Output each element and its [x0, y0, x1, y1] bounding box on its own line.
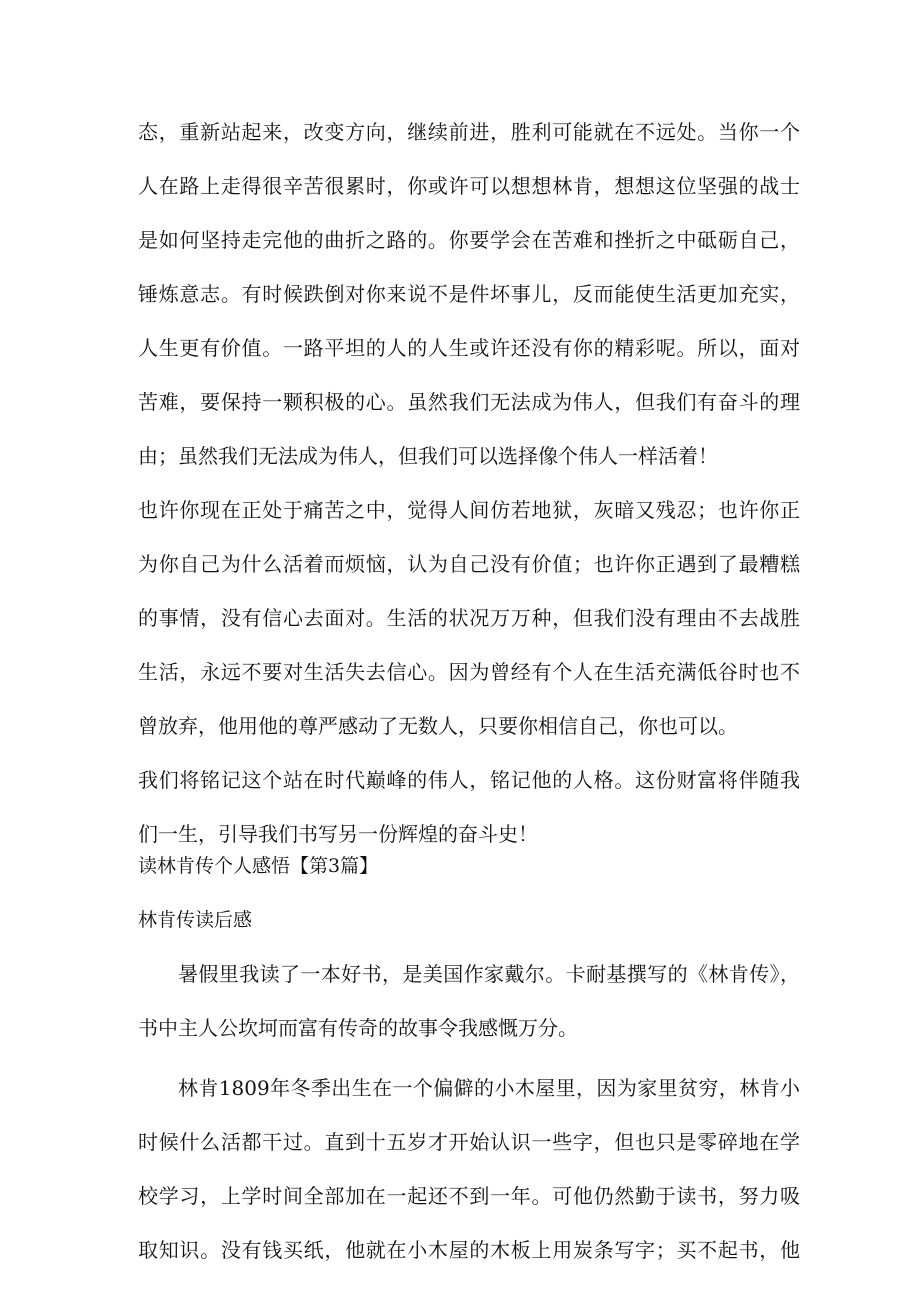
section-heading: 读林肯传个人感悟【第3篇】: [138, 855, 379, 877]
text-line: 的事情，没有信心去面对。生活的状况万万种，但我们没有理由不去战胜: [138, 606, 800, 630]
text-line: 们一生，引导我们书写另一份辉煌的奋斗史！: [138, 822, 538, 846]
article-title: 林肯传读后感: [138, 909, 253, 931]
text-line: 我们将铭记这个站在时代巅峰的伟人，铭记他的人格。这份财富将伴随我: [138, 768, 800, 792]
text-line: 苦难，要保持一颗积极的心。虽然我们无法成为伟人，但我们有奋斗的理: [138, 390, 800, 414]
text-line: 书中主人公坎坷而富有传奇的故事令我感慨万分。: [138, 1016, 578, 1040]
text-line: 曾放弃，他用他的尊严感动了无数人，只要你相信自己，你也可以。: [138, 714, 738, 738]
text-line: 是如何坚持走完他的曲折之路的。你要学会在苦难和挫折之中砥砺自己，: [138, 228, 800, 252]
text-line: 人在路上走得很辛苦很累时，你或许可以想想林肯，想想这位坚强的战士: [138, 174, 800, 198]
text-line: 态，重新站起来，改变方向，继续前进，胜利可能就在不远处。当你一个: [138, 120, 800, 144]
text-line: 为你自己为什么活着而烦恼，认为自己没有价值；也许你正遇到了最糟糕: [138, 552, 800, 576]
text-line: 锤炼意志。有时候跌倒对你来说不是件坏事儿，反而能使生活更加充实，: [138, 282, 800, 306]
text-line: 时候什么活都干过。直到十五岁才开始认识一些字，但也只是零碎地在学: [138, 1130, 800, 1154]
text-line: 取知识。没有钱买纸，他就在小木屋的木板上用炭条写字；买不起书，他: [138, 1238, 800, 1262]
text-line: 暑假里我读了一本好书，是美国作家戴尔。卡耐基撰写的《林肯传》，: [178, 962, 800, 986]
text-line: 人生更有价值。一路平坦的人的人生或许还没有你的精彩呢。所以，面对: [138, 336, 800, 360]
text-line: 生活，永远不要对生活失去信心。因为曾经有个人在生活充满低谷时也不: [138, 660, 800, 684]
text-line: 由；虽然我们无法成为伟人，但我们可以选择像个伟人一样活着！: [138, 444, 718, 468]
text-line: 林肯1809年冬季出生在一个偏僻的小木屋里，因为家里贫穷，林肯小: [178, 1076, 800, 1100]
text-line: 校学习，上学时间全部加在一起还不到一年。可他仍然勤于读书，努力吸: [138, 1184, 800, 1208]
text-line: 也许你现在正处于痛苦之中，觉得人间仿若地狱，灰暗又残忍；也许你正: [138, 498, 800, 522]
